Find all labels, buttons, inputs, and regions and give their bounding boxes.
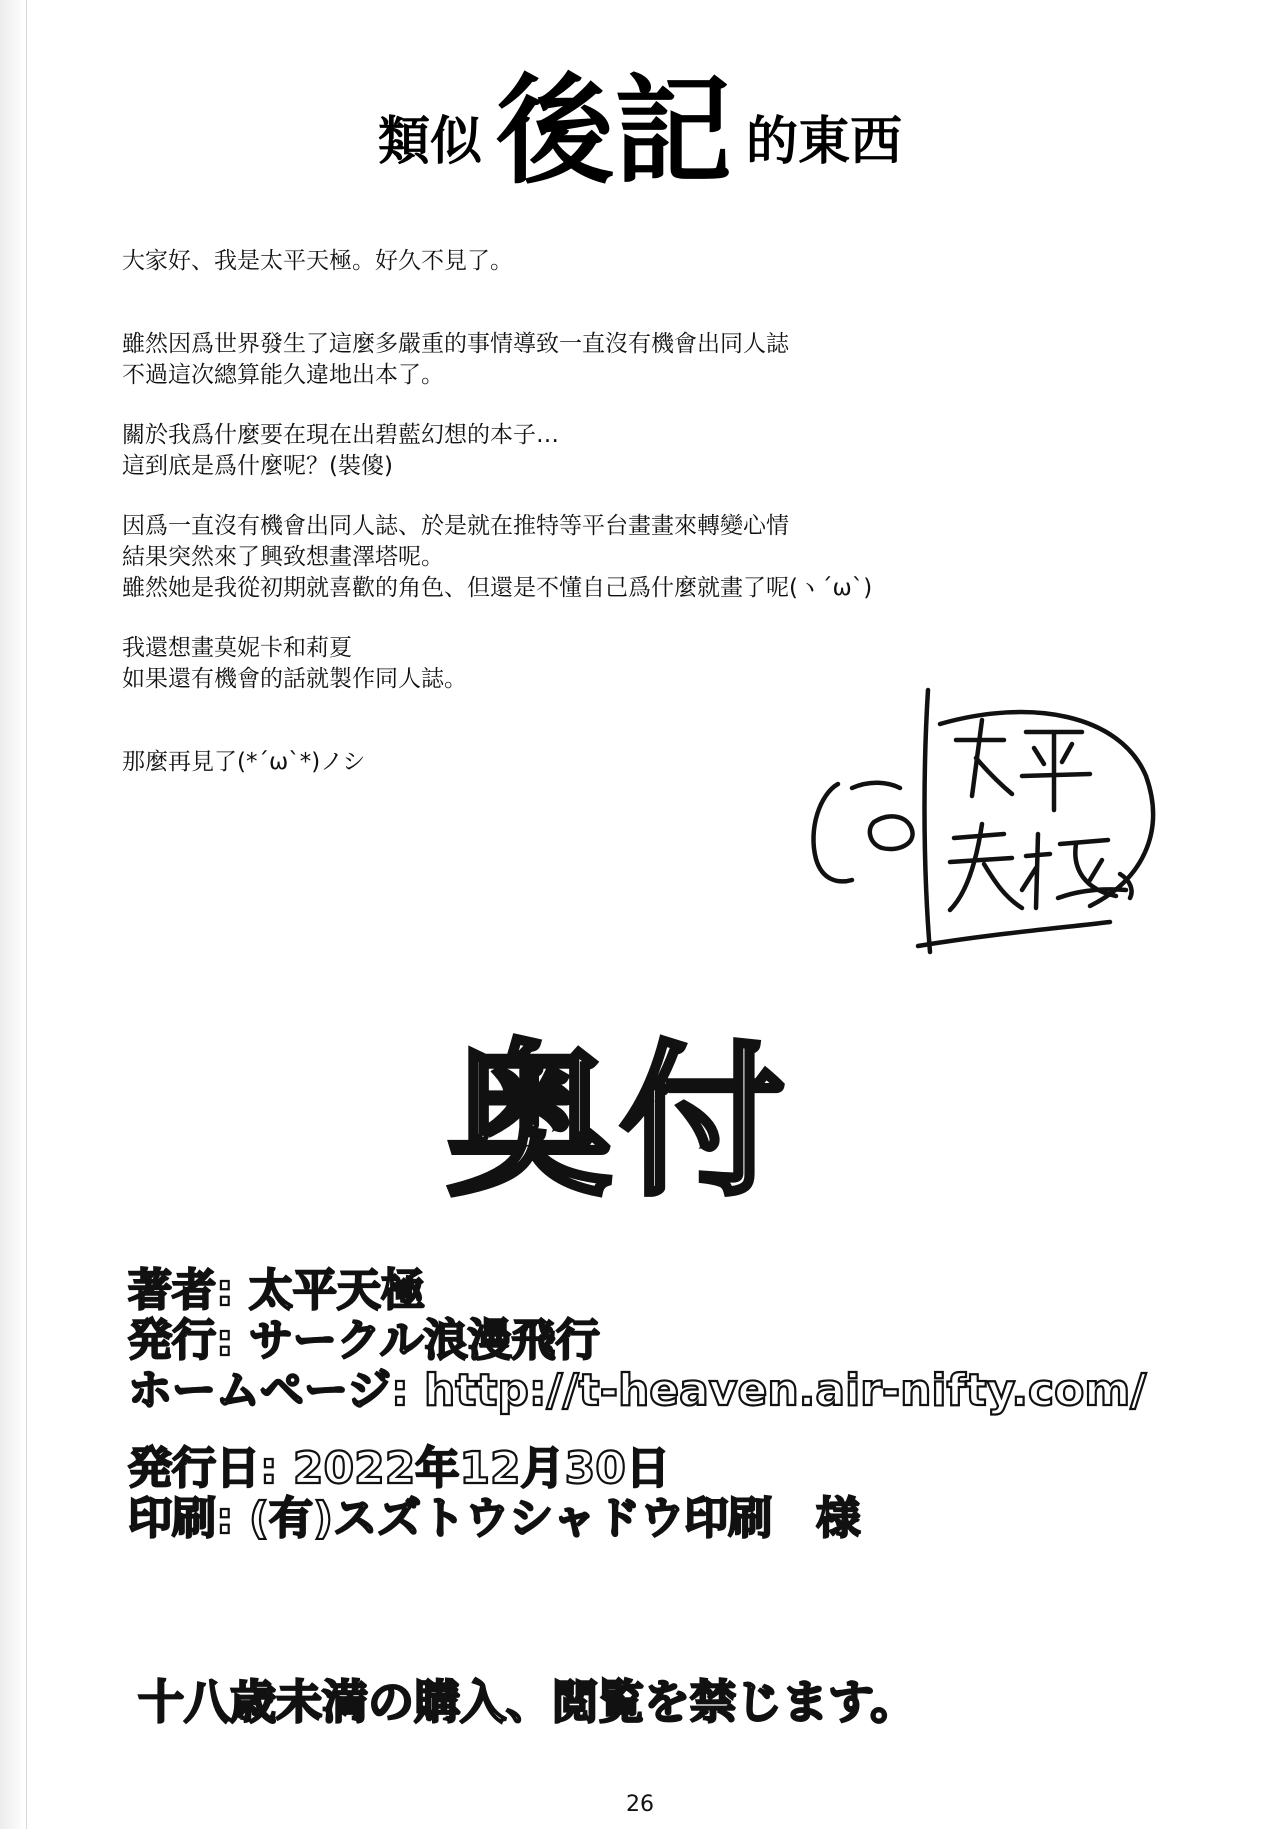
colophon-author: 著者: 太平天極	[128, 1265, 425, 1316]
age-restriction-notice: 十八歳未満の購入、閲覧を禁じます。	[138, 1675, 917, 1729]
afterword-line: 如果還有機會的話就製作同人誌。	[122, 666, 467, 692]
afterword-line: 關於我爲什麼要在現在出碧藍幻想的本子…	[122, 422, 559, 448]
afterword-line: 不過這次總算能久違地出本了。	[122, 362, 444, 388]
heading-suffix: 的東西	[746, 112, 903, 172]
heading-prefix: 類似	[377, 112, 482, 172]
afterword-heading	[0, 60, 1280, 200]
handwritten-signature	[790, 684, 1170, 964]
afterword-line: 因爲一直沒有機會出同人誌、於是就在推特等平台畫畫來轉變心情	[122, 513, 789, 539]
afterword-line: 大家好、我是太平天極。好久不見了。	[122, 248, 513, 274]
heading-main: 後記	[495, 62, 732, 200]
page-number: 26	[626, 1792, 654, 1817]
afterword-line: 這到底是爲什麼呢？(裝傻)	[122, 453, 393, 479]
afterword-line: 那麼再見了(*´ω`*)ノシ	[122, 749, 366, 775]
page-binding-edge	[0, 0, 27, 1829]
colophon-printer: 印刷: (有)スズトウシャドウ印刷 様	[128, 1493, 861, 1544]
colophon-issue-date: 発行日: 2022年12月30日	[128, 1443, 670, 1494]
colophon	[128, 1266, 1228, 1544]
afterword-line: 雖然她是我從初期就喜歡的角色、但還是不懂自己爲什麼就畫了呢(ヽ´ω`)	[122, 575, 873, 601]
colophon-homepage: ホームページ: http://t-heaven.air-nifty.com/	[128, 1365, 1147, 1416]
afterword-line: 雖然因爲世界發生了這麼多嚴重的事情導致一直沒有機會出同人誌	[122, 331, 789, 357]
colophon-publisher: 発行: サークル浪漫飛行	[128, 1315, 600, 1366]
afterword-line: 我還想畫莫妮卡和莉夏	[122, 635, 352, 661]
colophon-title: 奥付	[447, 1026, 793, 1218]
afterword-line: 結果突然來了興致想畫澤塔呢。	[122, 544, 444, 570]
